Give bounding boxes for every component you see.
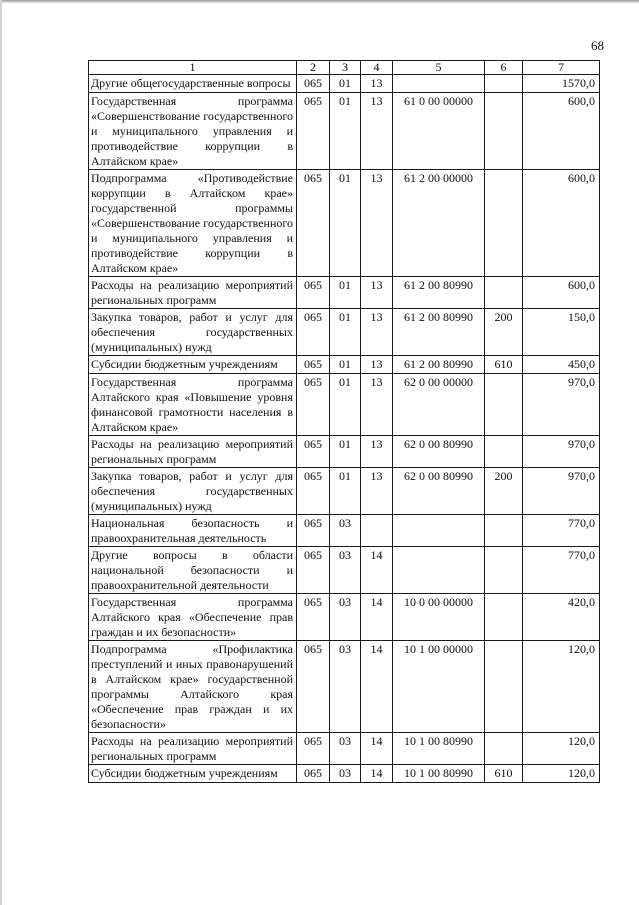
target-article-cell: 61 2 00 80990: [393, 356, 485, 374]
expense-type-cell: 610: [485, 765, 523, 783]
amount-cell: 600,0: [523, 170, 600, 277]
expense-type-cell: [485, 547, 523, 594]
ministry-code-cell: 065: [297, 356, 330, 374]
subsection-code-cell: 14: [361, 594, 393, 641]
subsection-code-cell: 13: [361, 436, 393, 468]
subsection-code-cell: [361, 515, 393, 547]
budget-table: [88, 60, 600, 783]
section-code-cell: 03: [330, 594, 361, 641]
amount-cell: 420,0: [523, 594, 600, 641]
section-code-cell: 01: [330, 170, 361, 277]
target-article-cell: 62 0 00 00000: [393, 374, 485, 436]
subsection-code-cell: 14: [361, 641, 393, 733]
amount-cell: 600,0: [523, 93, 600, 170]
header-cell-2: 2: [297, 61, 330, 75]
header-cell-5: 5: [393, 61, 485, 75]
expense-type-cell: [485, 515, 523, 547]
table-row: [89, 436, 600, 468]
subsection-code-cell: 13: [361, 170, 393, 277]
expense-name-cell: Подпрограмма «Противодействие коррупции в Алтайском крае» государственной программы «Совершенствование государственного и муниципального управления и противодействие коррупции в Алтайском крае»: [89, 170, 297, 277]
section-code-cell: 03: [330, 515, 361, 547]
amount-cell: 1570,0: [523, 75, 600, 93]
target-article-cell: [393, 75, 485, 93]
ministry-code-cell: 065: [297, 733, 330, 765]
expense-name-cell: Подпрограмма «Профилактика преступлений и иных правонарушений в Алтайском крае» государственной программы Алтайского края «Обеспечение прав граждан и их безопасности»: [89, 641, 297, 733]
ministry-code-cell: 065: [297, 93, 330, 170]
expense-type-cell: [485, 75, 523, 93]
ministry-code-cell: 065: [297, 547, 330, 594]
ministry-code-cell: 065: [297, 170, 330, 277]
ministry-code-cell: 065: [297, 309, 330, 356]
ministry-code-cell: 065: [297, 594, 330, 641]
section-code-cell: 01: [330, 468, 361, 515]
header-cell-3: 3: [330, 61, 361, 75]
ministry-code-cell: 065: [297, 277, 330, 309]
amount-cell: 150,0: [523, 309, 600, 356]
scan-edge-top: [0, 0, 639, 3]
expense-name-cell: Государственная программа Алтайского края «Обеспечение прав граждан и их безопасности»: [89, 594, 297, 641]
expense-name-cell: Субсидии бюджетным учреждениям: [89, 765, 297, 783]
expense-name-cell: Субсидии бюджетным учреждениям: [89, 356, 297, 374]
subsection-code-cell: 13: [361, 75, 393, 93]
amount-cell: 450,0: [523, 356, 600, 374]
expense-name-cell: Другие вопросы в области национальной безопасности и правоохранительной деятельности: [89, 547, 297, 594]
amount-cell: 120,0: [523, 641, 600, 733]
target-article-cell: 62 0 00 80990: [393, 468, 485, 515]
target-article-cell: [393, 547, 485, 594]
expense-name-cell: Национальная безопасность и правоохранительная деятельность: [89, 515, 297, 547]
table-row: [89, 733, 600, 765]
table-row: [89, 309, 600, 356]
section-code-cell: 03: [330, 547, 361, 594]
amount-cell: 600,0: [523, 277, 600, 309]
ministry-code-cell: 065: [297, 468, 330, 515]
subsection-code-cell: 13: [361, 374, 393, 436]
target-article-cell: 10 1 00 80990: [393, 765, 485, 783]
section-code-cell: 03: [330, 641, 361, 733]
section-code-cell: 01: [330, 309, 361, 356]
table-row: [89, 374, 600, 436]
expense-type-cell: [485, 170, 523, 277]
target-article-cell: 10 1 00 80990: [393, 733, 485, 765]
amount-cell: 120,0: [523, 733, 600, 765]
subsection-code-cell: 13: [361, 468, 393, 515]
expense-name-cell: Расходы на реализацию мероприятий региональных программ: [89, 436, 297, 468]
section-code-cell: 01: [330, 356, 361, 374]
header-cell-7: 7: [523, 61, 600, 75]
section-code-cell: 01: [330, 93, 361, 170]
table-row: [89, 277, 600, 309]
table-row: [89, 641, 600, 733]
amount-cell: 770,0: [523, 515, 600, 547]
expense-type-cell: 200: [485, 468, 523, 515]
section-code-cell: 01: [330, 75, 361, 93]
expense-type-cell: 610: [485, 356, 523, 374]
subsection-code-cell: 13: [361, 356, 393, 374]
target-article-cell: 62 0 00 80990: [393, 436, 485, 468]
expense-type-cell: [485, 436, 523, 468]
target-article-cell: 61 2 00 80990: [393, 309, 485, 356]
target-article-cell: 61 0 00 00000: [393, 93, 485, 170]
table-row: [89, 468, 600, 515]
table-row: [89, 515, 600, 547]
expense-type-cell: [485, 277, 523, 309]
ministry-code-cell: 065: [297, 75, 330, 93]
table-row: [89, 765, 600, 783]
section-code-cell: 03: [330, 733, 361, 765]
target-article-cell: 61 2 00 80990: [393, 277, 485, 309]
expense-name-cell: Другие общегосударственные вопросы: [89, 75, 297, 93]
ministry-code-cell: 065: [297, 436, 330, 468]
subsection-code-cell: 13: [361, 93, 393, 170]
header-cell-4: 4: [361, 61, 393, 75]
expense-name-cell: Закупка товаров, работ и услуг для обеспечения государственных (муниципальных) нужд: [89, 468, 297, 515]
expense-name-cell: Государственная программа Алтайского края «Повышение уровня финансовой грамотности населения в Алтайском крае»: [89, 374, 297, 436]
table-row: [89, 594, 600, 641]
header-cell-1: 1: [89, 61, 297, 75]
ministry-code-cell: 065: [297, 641, 330, 733]
expense-type-cell: [485, 374, 523, 436]
scan-edge-left: [0, 0, 2, 905]
table-row: [89, 547, 600, 594]
subsection-code-cell: 13: [361, 277, 393, 309]
expense-name-cell: Закупка товаров, работ и услуг для обеспечения государственных (муниципальных) нужд: [89, 309, 297, 356]
ministry-code-cell: 065: [297, 515, 330, 547]
amount-cell: 970,0: [523, 436, 600, 468]
table-row: [89, 170, 600, 277]
table-header-row: [89, 61, 600, 75]
expense-type-cell: [485, 93, 523, 170]
section-code-cell: 01: [330, 277, 361, 309]
expense-name-cell: Расходы на реализацию мероприятий региональных программ: [89, 277, 297, 309]
expense-type-cell: 200: [485, 309, 523, 356]
amount-cell: 120,0: [523, 765, 600, 783]
section-code-cell: 01: [330, 374, 361, 436]
target-article-cell: 10 1 00 00000: [393, 641, 485, 733]
section-code-cell: 01: [330, 436, 361, 468]
section-code-cell: 03: [330, 765, 361, 783]
amount-cell: 970,0: [523, 374, 600, 436]
table-row: [89, 75, 600, 93]
table-row: [89, 93, 600, 170]
expense-type-cell: [485, 641, 523, 733]
expense-type-cell: [485, 594, 523, 641]
target-article-cell: 10 0 00 00000: [393, 594, 485, 641]
ministry-code-cell: 065: [297, 765, 330, 783]
expense-type-cell: [485, 733, 523, 765]
subsection-code-cell: 14: [361, 547, 393, 594]
subsection-code-cell: 14: [361, 765, 393, 783]
subsection-code-cell: 14: [361, 733, 393, 765]
ministry-code-cell: 065: [297, 374, 330, 436]
expense-name-cell: Государственная программа «Совершенствование государственного и муниципального управления и противодействие коррупции в Алтайском крае»: [89, 93, 297, 170]
amount-cell: 770,0: [523, 547, 600, 594]
target-article-cell: 61 2 00 00000: [393, 170, 485, 277]
page-number: 68: [591, 38, 604, 53]
subsection-code-cell: 13: [361, 309, 393, 356]
target-article-cell: [393, 515, 485, 547]
table-row: [89, 356, 600, 374]
expense-name-cell: Расходы на реализацию мероприятий региональных программ: [89, 733, 297, 765]
amount-cell: 970,0: [523, 468, 600, 515]
header-cell-6: 6: [485, 61, 523, 75]
